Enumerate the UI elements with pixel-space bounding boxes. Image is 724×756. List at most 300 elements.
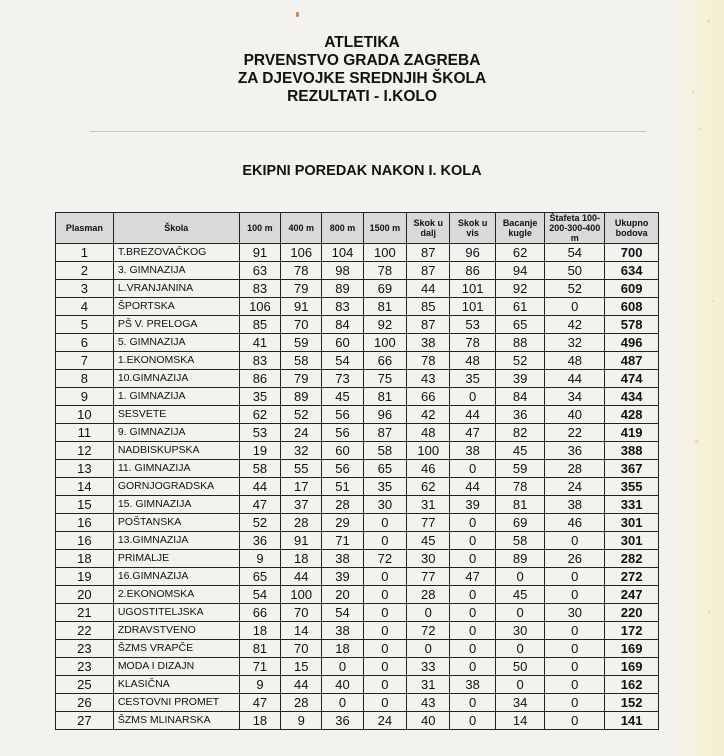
- col-skola-cell: MODA I DIZAJN: [113, 658, 239, 676]
- col-plasman-cell: 6: [56, 334, 114, 352]
- col-100m-cell: 35: [239, 388, 280, 406]
- table-row: [56, 388, 659, 406]
- table-row: [56, 478, 659, 496]
- col-800m-cell: 18: [322, 640, 363, 658]
- col-100m-cell: 83: [239, 280, 280, 298]
- col-100m-cell: 54: [239, 586, 280, 604]
- col-400m-cell: 79: [281, 370, 322, 388]
- col-ukupno-bodova-cell: 220: [605, 604, 659, 622]
- col-stafeta-cell: 0: [545, 712, 605, 730]
- col-1500m-cell: 24: [363, 712, 406, 730]
- col-stafeta-cell: 28: [545, 460, 605, 478]
- col-skok-u-vis-cell: 44: [450, 406, 495, 424]
- col-stafeta-cell: 36: [545, 442, 605, 460]
- col-800m-cell: 54: [322, 604, 363, 622]
- col-skola-cell: 10.GIMNAZIJA: [113, 370, 239, 388]
- col-skok-u-vis-cell: 0: [450, 550, 495, 568]
- col-skok-u-dalj-cell: 38: [407, 334, 450, 352]
- col-bacanje-kugle-cell: 89: [495, 550, 545, 568]
- col-400m-cell: 78: [281, 262, 322, 280]
- col-ukupno-bodova-cell: 700: [605, 244, 659, 262]
- col-400m-cell: 44: [281, 568, 322, 586]
- col-100m-cell: 44: [239, 478, 280, 496]
- table-row: [56, 460, 659, 478]
- table-row: [56, 370, 659, 388]
- col-plasman-cell: 22: [56, 622, 114, 640]
- col-800m-cell: 36: [322, 712, 363, 730]
- table-row: [56, 334, 659, 352]
- col-stafeta-cell: 0: [545, 658, 605, 676]
- col-stafeta-cell: 44: [545, 370, 605, 388]
- col-plasman-cell: 3: [56, 280, 114, 298]
- col-100m-cell: 9: [239, 550, 280, 568]
- col-plasman-cell: 1: [56, 244, 114, 262]
- col-stafeta-cell: 0: [545, 622, 605, 640]
- col-100m-cell: 65: [239, 568, 280, 586]
- col-400m-cell: 24: [281, 424, 322, 442]
- col-1500m-cell: 92: [363, 316, 406, 334]
- col-skok-u-dalj-cell: 0: [407, 640, 450, 658]
- col-400m-cell: 44: [281, 676, 322, 694]
- col-400m-cell: 17: [281, 478, 322, 496]
- header-line-3: ZA DJEVOJKE SREDNJIH ŠKOLA: [237, 70, 487, 87]
- col-stafeta-cell: 52: [545, 280, 605, 298]
- col-skok-u-dalj-cell: 66: [407, 388, 450, 406]
- col-skok-u-vis-cell: 53: [450, 316, 495, 334]
- col-skok-u-dalj-cell: 44: [407, 280, 450, 298]
- col-bacanje-kugle-cell: 14: [495, 712, 545, 730]
- col-skok-u-dalj-cell: 40: [407, 712, 450, 730]
- col-1500m-cell: 87: [363, 424, 406, 442]
- col-skok-u-vis-cell: 101: [450, 280, 495, 298]
- col-400m-cell: 79: [281, 280, 322, 298]
- col-100m-cell: 106: [239, 298, 280, 316]
- col-plasman-cell: 20: [56, 586, 114, 604]
- col-800m-cell: 39: [322, 568, 363, 586]
- table-row: [56, 262, 659, 280]
- col-400m-cell: 18: [281, 550, 322, 568]
- table-row: [56, 496, 659, 514]
- col-skok-u-vis-cell: 35: [450, 370, 495, 388]
- header-line-2: PRVENSTVO GRADA ZAGREBA: [243, 52, 481, 69]
- document-header: [0, 34, 724, 106]
- col-skola-cell: 5. GIMNAZIJA: [113, 334, 239, 352]
- col-ukupno-bodova-cell: 301: [605, 532, 659, 550]
- col-ukupno-bodova-cell: 474: [605, 370, 659, 388]
- col-plasman-cell: 8: [56, 370, 114, 388]
- col-ukupno-bodova-cell: 355: [605, 478, 659, 496]
- col-skok-u-dalj-cell: 87: [407, 244, 450, 262]
- col-400m-cell: 89: [281, 388, 322, 406]
- col-800m-cell: 45: [322, 388, 363, 406]
- divider-line: [90, 131, 646, 132]
- table-row: [56, 316, 659, 334]
- col-bacanje-kugle-cell: 92: [495, 280, 545, 298]
- col-plasman-cell: 12: [56, 442, 114, 460]
- col-skok-u-vis-cell: 0: [450, 604, 495, 622]
- col-bacanje-kugle-cell: 61: [495, 298, 545, 316]
- col-800m-cell: 98: [322, 262, 363, 280]
- scan-mark: [296, 12, 299, 17]
- col-400m-cell: 52: [281, 406, 322, 424]
- col-1500m-cell: 0: [363, 640, 406, 658]
- col-stafeta-cell: 46: [545, 514, 605, 532]
- col-800m-cell: 51: [322, 478, 363, 496]
- col-plasman-cell: 23: [56, 658, 114, 676]
- col-skok-u-vis-header: Skok u vis: [450, 213, 495, 244]
- col-plasman-cell: 23: [56, 640, 114, 658]
- col-1500m-cell: 0: [363, 676, 406, 694]
- col-skola-cell: ŠZMS MLINARSKA: [113, 712, 239, 730]
- col-skok-u-vis-cell: 47: [450, 568, 495, 586]
- col-400m-cell: 58: [281, 352, 322, 370]
- col-skola-cell: GORNJOGRADSKA: [113, 478, 239, 496]
- page-edge: [676, 0, 724, 756]
- col-400m-cell: 55: [281, 460, 322, 478]
- col-1500m-cell: 0: [363, 568, 406, 586]
- col-1500m-cell: 0: [363, 586, 406, 604]
- col-skola-cell: 1. GIMNAZIJA: [113, 388, 239, 406]
- col-skola-cell: 3. GIMNAZIJA: [113, 262, 239, 280]
- col-ukupno-bodova-header: Ukupno bodova: [605, 213, 659, 244]
- col-400m-cell: 106: [281, 244, 322, 262]
- col-bacanje-kugle-cell: 0: [495, 676, 545, 694]
- col-skok-u-dalj-cell: 72: [407, 622, 450, 640]
- col-1500m-cell: 66: [363, 352, 406, 370]
- col-stafeta-cell: 48: [545, 352, 605, 370]
- col-800m-cell: 83: [322, 298, 363, 316]
- col-skok-u-vis-cell: 38: [450, 442, 495, 460]
- col-100m-cell: 71: [239, 658, 280, 676]
- col-100m-cell: 19: [239, 442, 280, 460]
- col-plasman-cell: 26: [56, 694, 114, 712]
- col-plasman-cell: 27: [56, 712, 114, 730]
- table-row: [56, 280, 659, 298]
- col-100m-cell: 86: [239, 370, 280, 388]
- col-skola-cell: T.BREZOVAČKOG: [113, 244, 239, 262]
- col-stafeta-cell: 54: [545, 244, 605, 262]
- col-skola-cell: 16.GIMNAZIJA: [113, 568, 239, 586]
- col-skok-u-vis-cell: 101: [450, 298, 495, 316]
- col-skok-u-dalj-cell: 77: [407, 568, 450, 586]
- col-1500m-cell: 0: [363, 514, 406, 532]
- col-skola-cell: NADBISKUPSKA: [113, 442, 239, 460]
- col-100m-cell: 47: [239, 694, 280, 712]
- col-ukupno-bodova-cell: 578: [605, 316, 659, 334]
- col-skok-u-dalj-cell: 42: [407, 406, 450, 424]
- table-title: EKIPNI POREDAK NAKON I. KOLA: [242, 163, 482, 179]
- col-skok-u-vis-cell: 0: [450, 640, 495, 658]
- col-800m-cell: 104: [322, 244, 363, 262]
- col-skok-u-vis-cell: 0: [450, 694, 495, 712]
- col-bacanje-kugle-cell: 59: [495, 460, 545, 478]
- col-100m-cell: 83: [239, 352, 280, 370]
- col-skok-u-dalj-cell: 0: [407, 604, 450, 622]
- col-1500m-cell: 35: [363, 478, 406, 496]
- col-ukupno-bodova-cell: 608: [605, 298, 659, 316]
- col-ukupno-bodova-cell: 301: [605, 514, 659, 532]
- col-1500m-cell: 69: [363, 280, 406, 298]
- col-plasman-cell: 11: [56, 424, 114, 442]
- table-row: [56, 658, 659, 676]
- col-800m-cell: 54: [322, 352, 363, 370]
- col-800m-cell: 73: [322, 370, 363, 388]
- col-bacanje-kugle-cell: 36: [495, 406, 545, 424]
- table-row: [56, 244, 659, 262]
- col-skok-u-vis-cell: 39: [450, 496, 495, 514]
- col-400m-cell: 28: [281, 694, 322, 712]
- col-skok-u-dalj-cell: 77: [407, 514, 450, 532]
- table-header-row: [56, 213, 659, 244]
- col-400m-cell: 70: [281, 604, 322, 622]
- col-plasman-cell: 25: [56, 676, 114, 694]
- col-800m-cell: 20: [322, 586, 363, 604]
- col-800m-cell: 56: [322, 406, 363, 424]
- col-1500m-cell: 75: [363, 370, 406, 388]
- col-bacanje-kugle-cell: 69: [495, 514, 545, 532]
- col-plasman-cell: 2: [56, 262, 114, 280]
- col-bacanje-kugle-cell: 65: [495, 316, 545, 334]
- col-1500m-header: 1500 m: [363, 213, 406, 244]
- col-100m-header: 100 m: [239, 213, 280, 244]
- col-skok-u-dalj-cell: 31: [407, 676, 450, 694]
- table-row: [56, 568, 659, 586]
- col-stafeta-cell: 38: [545, 496, 605, 514]
- col-800m-cell: 60: [322, 442, 363, 460]
- col-100m-cell: 91: [239, 244, 280, 262]
- table-row: [56, 406, 659, 424]
- table-row: [56, 586, 659, 604]
- table-row: [56, 676, 659, 694]
- col-skok-u-dalj-cell: 78: [407, 352, 450, 370]
- col-1500m-cell: 0: [363, 604, 406, 622]
- col-skok-u-vis-cell: 0: [450, 388, 495, 406]
- table-row: [56, 532, 659, 550]
- col-skok-u-vis-cell: 38: [450, 676, 495, 694]
- col-plasman-cell: 18: [56, 550, 114, 568]
- col-stafeta-cell: 22: [545, 424, 605, 442]
- col-skok-u-dalj-cell: 46: [407, 460, 450, 478]
- col-100m-cell: 9: [239, 676, 280, 694]
- col-1500m-cell: 81: [363, 298, 406, 316]
- col-skola-header: Škola: [113, 213, 239, 244]
- col-bacanje-kugle-cell: 0: [495, 640, 545, 658]
- col-800m-cell: 89: [322, 280, 363, 298]
- col-800m-cell: 60: [322, 334, 363, 352]
- col-1500m-cell: 72: [363, 550, 406, 568]
- col-plasman-cell: 7: [56, 352, 114, 370]
- col-stafeta-cell: 24: [545, 478, 605, 496]
- col-skok-u-vis-cell: 86: [450, 262, 495, 280]
- col-1500m-cell: 65: [363, 460, 406, 478]
- col-bacanje-kugle-cell: 52: [495, 352, 545, 370]
- col-400m-cell: 15: [281, 658, 322, 676]
- col-plasman-cell: 9: [56, 388, 114, 406]
- col-800m-cell: 56: [322, 424, 363, 442]
- col-ukupno-bodova-cell: 282: [605, 550, 659, 568]
- col-stafeta-cell: 0: [545, 676, 605, 694]
- col-bacanje-kugle-cell: 58: [495, 532, 545, 550]
- col-stafeta-cell: 0: [545, 694, 605, 712]
- col-800m-cell: 38: [322, 622, 363, 640]
- col-100m-cell: 41: [239, 334, 280, 352]
- col-100m-cell: 66: [239, 604, 280, 622]
- col-skok-u-vis-cell: 47: [450, 424, 495, 442]
- col-stafeta-cell: 0: [545, 640, 605, 658]
- col-plasman-cell: 4: [56, 298, 114, 316]
- col-skok-u-dalj-cell: 62: [407, 478, 450, 496]
- table-row: [56, 622, 659, 640]
- col-400m-cell: 70: [281, 640, 322, 658]
- col-1500m-cell: 30: [363, 496, 406, 514]
- col-ukupno-bodova-cell: 367: [605, 460, 659, 478]
- col-800m-cell: 38: [322, 550, 363, 568]
- col-400m-cell: 91: [281, 532, 322, 550]
- col-bacanje-kugle-cell: 84: [495, 388, 545, 406]
- col-ukupno-bodova-cell: 162: [605, 676, 659, 694]
- col-plasman-cell: 16: [56, 532, 114, 550]
- col-100m-cell: 63: [239, 262, 280, 280]
- col-skok-u-dalj-cell: 33: [407, 658, 450, 676]
- col-800m-cell: 84: [322, 316, 363, 334]
- col-100m-cell: 52: [239, 514, 280, 532]
- col-800m-cell: 0: [322, 694, 363, 712]
- col-stafeta-cell: 34: [545, 388, 605, 406]
- col-stafeta-cell: 40: [545, 406, 605, 424]
- col-100m-cell: 58: [239, 460, 280, 478]
- col-stafeta-cell: 30: [545, 604, 605, 622]
- col-ukupno-bodova-cell: 634: [605, 262, 659, 280]
- col-skola-cell: KLASIČNA: [113, 676, 239, 694]
- page-fleck: [695, 440, 698, 443]
- col-100m-cell: 18: [239, 622, 280, 640]
- col-1500m-cell: 0: [363, 532, 406, 550]
- col-800m-cell: 56: [322, 460, 363, 478]
- col-skok-u-dalj-cell: 43: [407, 370, 450, 388]
- col-ukupno-bodova-cell: 272: [605, 568, 659, 586]
- col-1500m-cell: 100: [363, 334, 406, 352]
- col-plasman-cell: 5: [56, 316, 114, 334]
- header-line-1: ATLETIKA: [324, 34, 400, 51]
- col-stafeta-cell: 0: [545, 586, 605, 604]
- col-skok-u-vis-cell: 0: [450, 622, 495, 640]
- col-1500m-cell: 0: [363, 622, 406, 640]
- col-bacanje-kugle-cell: 78: [495, 478, 545, 496]
- results-table: [55, 212, 659, 730]
- col-skola-cell: PRIMALJE: [113, 550, 239, 568]
- table-row: [56, 604, 659, 622]
- col-skola-cell: UGOSTITELJSKA: [113, 604, 239, 622]
- col-skola-cell: POŠTANSKA: [113, 514, 239, 532]
- col-1500m-cell: 0: [363, 694, 406, 712]
- col-stafeta-cell: 42: [545, 316, 605, 334]
- col-skok-u-vis-cell: 48: [450, 352, 495, 370]
- col-ukupno-bodova-cell: 496: [605, 334, 659, 352]
- col-skok-u-vis-cell: 0: [450, 586, 495, 604]
- col-skok-u-dalj-cell: 45: [407, 532, 450, 550]
- col-400m-cell: 32: [281, 442, 322, 460]
- col-skok-u-vis-cell: 0: [450, 712, 495, 730]
- col-100m-cell: 18: [239, 712, 280, 730]
- table-row: [56, 514, 659, 532]
- page-fleck: [707, 20, 710, 23]
- col-ukupno-bodova-cell: 331: [605, 496, 659, 514]
- col-100m-cell: 36: [239, 532, 280, 550]
- col-800m-cell: 28: [322, 496, 363, 514]
- col-plasman-cell: 14: [56, 478, 114, 496]
- col-800m-cell: 0: [322, 658, 363, 676]
- col-plasman-cell: 21: [56, 604, 114, 622]
- col-800m-header: 800 m: [322, 213, 363, 244]
- col-bacanje-kugle-cell: 94: [495, 262, 545, 280]
- col-ukupno-bodova-cell: 419: [605, 424, 659, 442]
- col-ukupno-bodova-cell: 487: [605, 352, 659, 370]
- col-bacanje-kugle-cell: 81: [495, 496, 545, 514]
- col-skola-cell: CESTOVNI PROMET: [113, 694, 239, 712]
- col-skola-cell: ZDRAVSTVENO: [113, 622, 239, 640]
- col-400m-cell: 37: [281, 496, 322, 514]
- col-skok-u-dalj-cell: 48: [407, 424, 450, 442]
- col-bacanje-kugle-cell: 88: [495, 334, 545, 352]
- col-stafeta-cell: 0: [545, 568, 605, 586]
- col-stafeta-cell: 32: [545, 334, 605, 352]
- table-row: [56, 298, 659, 316]
- col-skok-u-dalj-cell: 100: [407, 442, 450, 460]
- col-bacanje-kugle-cell: 62: [495, 244, 545, 262]
- col-skola-cell: 2.EKONOMSKA: [113, 586, 239, 604]
- col-ukupno-bodova-cell: 172: [605, 622, 659, 640]
- col-skok-u-dalj-cell: 30: [407, 550, 450, 568]
- col-skola-cell: ŠZMS VRAPČE: [113, 640, 239, 658]
- table-row: [56, 640, 659, 658]
- col-skok-u-vis-cell: 44: [450, 478, 495, 496]
- col-ukupno-bodova-cell: 609: [605, 280, 659, 298]
- col-skola-cell: PŠ V. PRELOGA: [113, 316, 239, 334]
- col-100m-cell: 47: [239, 496, 280, 514]
- col-skola-cell: 13.GIMNAZIJA: [113, 532, 239, 550]
- col-skok-u-vis-cell: 0: [450, 658, 495, 676]
- col-100m-cell: 62: [239, 406, 280, 424]
- col-1500m-cell: 81: [363, 388, 406, 406]
- col-bacanje-kugle-cell: 39: [495, 370, 545, 388]
- col-ukupno-bodova-cell: 247: [605, 586, 659, 604]
- col-ukupno-bodova-cell: 388: [605, 442, 659, 460]
- col-bacanje-kugle-cell: 34: [495, 694, 545, 712]
- col-ukupno-bodova-cell: 434: [605, 388, 659, 406]
- table-row: [56, 442, 659, 460]
- col-skola-cell: ŠPORTSKA: [113, 298, 239, 316]
- col-400m-cell: 14: [281, 622, 322, 640]
- col-800m-cell: 71: [322, 532, 363, 550]
- col-ukupno-bodova-cell: 169: [605, 658, 659, 676]
- col-bacanje-kugle-cell: 45: [495, 586, 545, 604]
- page-fleck: [712, 300, 714, 302]
- table-body: [56, 244, 659, 730]
- col-bacanje-kugle-cell: 30: [495, 622, 545, 640]
- col-plasman-cell: 15: [56, 496, 114, 514]
- col-100m-cell: 85: [239, 316, 280, 334]
- col-bacanje-kugle-cell: 0: [495, 568, 545, 586]
- col-stafeta-cell: 0: [545, 298, 605, 316]
- table-row: [56, 352, 659, 370]
- col-1500m-cell: 78: [363, 262, 406, 280]
- col-400m-cell: 9: [281, 712, 322, 730]
- col-1500m-cell: 58: [363, 442, 406, 460]
- page-fleck: [699, 128, 702, 130]
- col-100m-cell: 53: [239, 424, 280, 442]
- col-800m-cell: 40: [322, 676, 363, 694]
- header-line-4: REZULTATI - I.KOLO: [287, 88, 437, 105]
